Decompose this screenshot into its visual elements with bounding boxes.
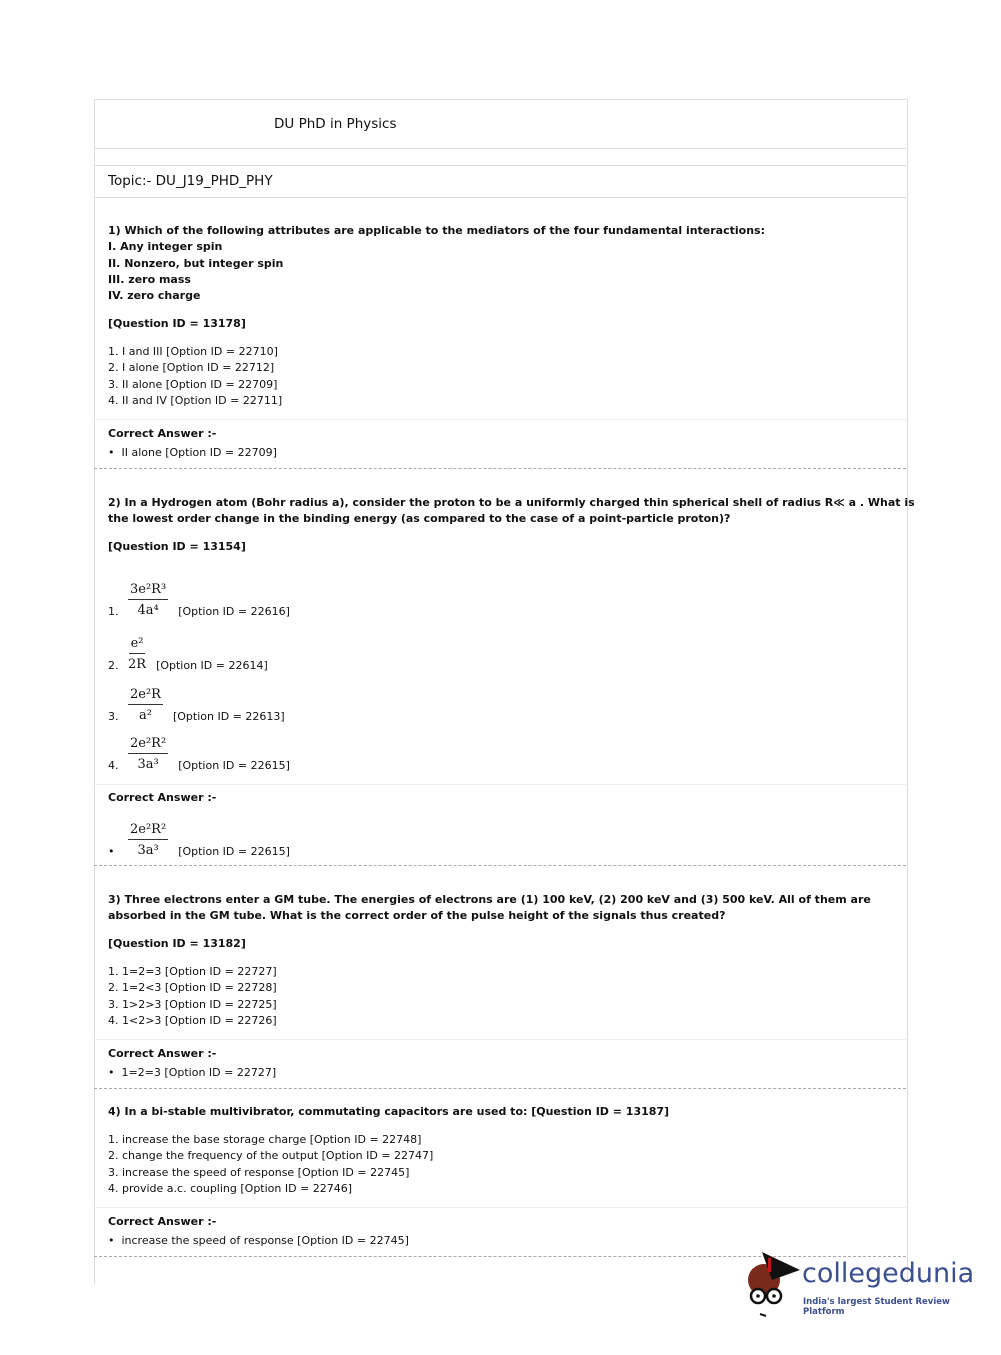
question-id: [Question ID = 13154] [108, 540, 246, 553]
question-4: 4) In a bi-stable multivibrator, commutating capacitors are used to: [Question ID = 13187] [108, 1105, 670, 1118]
answer-option: • $\frac{\text{2e²R²}}{\text{3a³}}$ [Option ID = 22615] [108, 822, 290, 858]
correct-answer-label: Correct Answer :- [108, 1215, 217, 1228]
correct-answer-label: Correct Answer :- [108, 427, 217, 440]
option-id: [Option ID = 22615] [178, 759, 290, 772]
question-text: 2) In a Hydrogen atom (Bohr radius a), consider the proton to be a uniformly charged thin spherical shell of radius R≪ a . What is [108, 496, 915, 509]
correct-answer-label: Correct Answer :- [108, 1047, 217, 1060]
option [108, 618, 290, 672]
fraction [128, 636, 146, 672]
question-1 [108, 223, 765, 304]
option: 3. 1>2>3 [Option ID = 22725] [108, 997, 277, 1011]
options-list [108, 344, 282, 409]
option: 4. 1<2>3 [Option ID = 22726] [108, 1013, 277, 1027]
fraction [128, 687, 163, 723]
correct-answer: • increase the speed of response [Option ID = 22745] [108, 1234, 409, 1247]
option: 3. increase the speed of response [Option ID = 22745] [108, 1165, 410, 1179]
question-text: 3) Three electrons enter a GM tube. The energies of electrons are (1) 100 keV, (2) 200 keV and (3) 500 keV. All of them are [108, 893, 871, 906]
answer-text: increase the speed of response [Option ID = 22745] [121, 1234, 409, 1247]
statement: II. Nonzero, but integer spin [108, 256, 284, 270]
question-text: the lowest order change in the binding energy (as compared to the case of a point-particle proton)? [108, 512, 731, 526]
numerator: e² [129, 636, 146, 654]
option: 4. provide a.c. coupling [Option ID = 22746] [108, 1181, 353, 1195]
option-number: 2. [108, 659, 119, 672]
divider [94, 99, 906, 100]
option-id: [Option ID = 22613] [172, 710, 285, 723]
denominator: 4a⁴ [137, 603, 159, 618]
question-text: 1) Which of the following attributes are applicable to the mediators of the four fundamental interactions: [108, 224, 765, 237]
question-text: absorbed in the GM tube. What is the correct order of the pulse height of the signals thus created? [108, 909, 726, 923]
option-id: [Option ID = 22615] [178, 845, 290, 858]
statement: III. zero mass [108, 272, 191, 286]
topic-label: Topic:- DU_J19_PHD_PHY [108, 173, 273, 189]
answer-text: II alone [Option ID = 22709] [121, 446, 277, 459]
option: 1. increase the base storage charge [Option ID = 22748] [108, 1133, 422, 1146]
divider [94, 784, 906, 785]
correct-answer [108, 808, 290, 858]
question-3 [108, 892, 871, 925]
options-list [108, 568, 290, 772]
correct-answer: • II alone [Option ID = 22709] [108, 446, 277, 459]
denominator: 3a³ [137, 757, 159, 772]
denominator: 3a³ [137, 843, 159, 858]
separator [94, 1088, 906, 1089]
option [108, 568, 290, 618]
option-id: [Option ID = 22616] [178, 605, 290, 618]
denominator: 2R [128, 657, 147, 672]
numerator: 2e²R² [128, 736, 168, 754]
option [108, 672, 290, 723]
collegedunia-logo [742, 1250, 982, 1320]
option: 2. change the frequency of the output [Option ID = 22747] [108, 1149, 434, 1163]
numerator: 3e²R³ [128, 582, 168, 600]
option: 1. I and III [Option ID = 22710] [108, 345, 278, 358]
answer-text: 1=2=3 [Option ID = 22727] [121, 1066, 277, 1079]
divider [94, 197, 906, 198]
logo-wordmark: collegedunia [802, 1258, 975, 1289]
option-number: 4. [108, 759, 119, 772]
numerator: 2e²R [128, 687, 163, 705]
fraction [128, 582, 168, 618]
page-title: DU PhD in Physics [274, 116, 397, 132]
divider [94, 148, 906, 149]
option [108, 723, 290, 772]
option-number: 1. [108, 605, 119, 618]
question-id: [Question ID = 13182] [108, 937, 246, 950]
question-id: [Question ID = 13178] [108, 317, 246, 330]
correct-answer: • 1=2=3 [Option ID = 22727] [108, 1066, 277, 1079]
options-list [108, 1132, 433, 1197]
divider [94, 1207, 906, 1208]
option: 3. II alone [Option ID = 22709] [108, 377, 278, 391]
separator [94, 865, 906, 866]
option-id: [Option ID = 22614] [156, 659, 268, 672]
option: 2. I alone [Option ID = 22712] [108, 361, 275, 375]
mascot-icon [742, 1250, 802, 1320]
option: 4. II and IV [Option ID = 22711] [108, 393, 283, 407]
question-2 [108, 495, 915, 528]
denominator: a² [139, 708, 152, 723]
fraction [128, 736, 168, 772]
divider [94, 1039, 906, 1040]
logo-tagline: India's largest Student Review Platform [803, 1297, 950, 1317]
statement: I. Any integer spin [108, 240, 223, 254]
divider [94, 419, 906, 420]
option: 1. 1=2=3 [Option ID = 22727] [108, 965, 277, 978]
numerator: 2e²R² [128, 822, 168, 840]
separator [94, 468, 906, 469]
option: 2. 1=2<3 [Option ID = 22728] [108, 981, 277, 995]
options-list [108, 964, 277, 1029]
correct-answer-label: Correct Answer :- [108, 791, 217, 804]
fraction [128, 822, 168, 858]
divider [94, 165, 906, 166]
option-number: 3. [108, 710, 119, 723]
statement: IV. zero charge [108, 289, 201, 303]
